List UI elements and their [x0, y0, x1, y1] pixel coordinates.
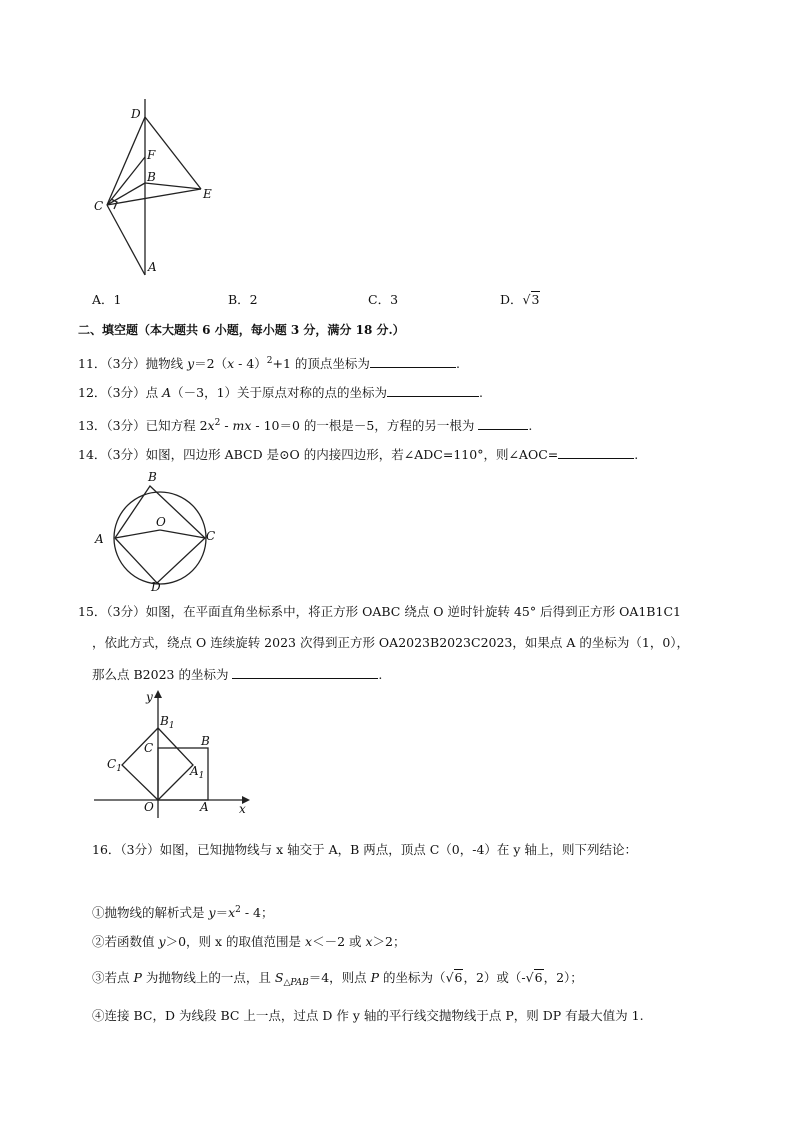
- q16-conclusion-3: [92, 970, 583, 991]
- c3-mid2: ＝4，则点: [308, 970, 371, 985]
- q13-exponent: 2: [214, 418, 221, 428]
- q15-end: .: [378, 667, 383, 682]
- question-15-line-3: [92, 666, 382, 683]
- c1-eq: ＝: [215, 905, 229, 920]
- q10-option-d: [500, 290, 540, 308]
- answer-blank-11[interactable]: [370, 355, 456, 368]
- q11-text-e: +1 的顶点坐标为: [272, 356, 370, 371]
- q12-end: .: [479, 385, 484, 400]
- point-label-c: C: [144, 741, 154, 755]
- answer-blank-13[interactable]: [478, 417, 528, 430]
- c3-root-2: 6: [534, 970, 543, 985]
- answer-blank-14[interactable]: [558, 446, 634, 459]
- q16-conclusion-1: [92, 902, 274, 921]
- q10-option-d-value: 3: [531, 292, 540, 307]
- point-label-b: B: [147, 170, 156, 184]
- axis-label-x: x: [239, 802, 246, 816]
- c3-post: ，2）；: [543, 970, 583, 985]
- c1-exponent: 2: [235, 905, 241, 915]
- q10-option-d-prefix: D．: [500, 292, 523, 307]
- q14-end: .: [634, 447, 639, 462]
- q11-text-b: ＝2（: [194, 356, 228, 371]
- question-15-line-2: ，依此方式，绕点 O 连续旋转 2023 次得到正方形 OA2023B2023C2023，如果点 A 的坐标为（1，0），: [92, 635, 690, 650]
- question-14: [78, 446, 638, 463]
- q15-figure: [92, 690, 262, 818]
- c3-root-1: 6: [454, 970, 463, 985]
- c3-mid4: ，2）或（-: [463, 970, 526, 985]
- c2-var-x2: x: [365, 934, 373, 949]
- sqrt-sign: √: [522, 292, 531, 307]
- c2-var-x1: x: [305, 934, 313, 949]
- q13-text: - 10＝0 的一根是－5，方程的另一根为: [251, 418, 479, 433]
- q10-option-c: C．3: [368, 292, 399, 307]
- q13-prefix: 13．（3分）已知方程 2: [78, 418, 208, 433]
- circled-number-4: ④: [92, 1008, 105, 1023]
- c4-text: 连接 BC，D 为线段 BC 上一点，过点 D 作 y 轴的平行线交抛物线于点 P，则 DP 有最大值为 1.: [104, 1008, 644, 1023]
- c1-post: - 4；: [240, 905, 274, 920]
- question-11: [78, 353, 460, 372]
- c1-var-y: y: [208, 905, 216, 920]
- q11-exponent: 2: [266, 356, 273, 366]
- q13-minus: -: [220, 418, 233, 433]
- point-label-a: A: [148, 260, 157, 274]
- c1-text: 抛物线的解析式是: [104, 905, 209, 920]
- circle-label-d: D: [151, 580, 161, 594]
- c2-var-y: y: [158, 934, 166, 949]
- point-label-a: A: [200, 800, 209, 814]
- point-label-e: E: [203, 187, 212, 201]
- section-title: 二、填空题（本大题共 6 小题，每小题 3 分，满分 18 分.）: [78, 323, 405, 337]
- q16-conclusion-2: [92, 934, 405, 950]
- sqrt-sign: √: [525, 970, 534, 985]
- question-13: [78, 415, 532, 434]
- question-15-line-1: 15．（3分）如图，在平面直角坐标系中，将正方形 OABC 绕点 O 逆时针旋转 45° 后得到正方形 OA1B1C1: [78, 604, 681, 619]
- origin-label-o: O: [144, 800, 154, 814]
- point-label-a1: [190, 764, 204, 781]
- circle-label-a: A: [95, 532, 104, 546]
- circle-label-b: B: [148, 470, 157, 484]
- q11-var-y: y: [187, 356, 195, 371]
- c2-text: 若函数值: [104, 934, 159, 949]
- q11-prefix: 11．（3分）抛物线: [78, 356, 188, 371]
- c1-var-x: x: [228, 905, 236, 920]
- axis-label-y: y: [146, 690, 153, 704]
- q12-text: （－3，1）关于原点对称的点的坐标为: [171, 385, 388, 400]
- circled-number-1: ①: [92, 905, 105, 920]
- q13-var-x: x: [207, 418, 215, 433]
- answer-blank-15[interactable]: [232, 666, 378, 679]
- sqrt-sign: √: [445, 970, 454, 985]
- point-label-f: F: [147, 148, 156, 162]
- q11-text-d: - 4）: [234, 356, 267, 371]
- question-16-intro: 16．（3分）如图，已知抛物线与 x 轴交于 A，B 两点，顶点 C（0，-4）在 y 轴上，则下列结论：: [92, 842, 637, 857]
- point-label-b: B: [201, 734, 210, 748]
- q12-var-a: A: [162, 385, 172, 400]
- question-12: [78, 384, 483, 401]
- a1-subscript: 1: [198, 771, 205, 781]
- c3-mid3: 的坐标为（: [379, 970, 446, 985]
- q15-coordinate-diagram: [92, 690, 262, 818]
- c3-var-s: S: [274, 970, 284, 985]
- c3-var-p2: P: [370, 970, 380, 985]
- q15-line3-text: 那么点 B2023 的坐标为: [92, 667, 233, 682]
- c3-subscript: △PAB: [283, 978, 309, 988]
- point-label-c: C: [94, 199, 104, 213]
- circled-number-2: ②: [92, 934, 105, 949]
- c3-text: 若点: [104, 970, 134, 985]
- circle-label-o: O: [156, 515, 166, 529]
- answer-blank-12[interactable]: [387, 384, 479, 397]
- q14-text: 14．（3分）如图，四边形 ABCD 是⊙O 的内接四边形，若∠ADC=110°，则∠AOC=: [78, 447, 559, 462]
- q12-prefix: 12．（3分）点: [78, 385, 163, 400]
- c2-mid: ＞0，则 x 的取值范围是: [165, 934, 305, 949]
- b1-subscript: 1: [168, 721, 175, 731]
- q13-end: .: [528, 418, 533, 433]
- point-label-d: D: [131, 107, 141, 121]
- a1-letter: A: [190, 764, 199, 778]
- q14-figure: [90, 468, 230, 598]
- circled-number-3: ③: [92, 970, 105, 985]
- q10-option-a: A．1: [92, 292, 122, 307]
- c1-subscript: 1: [116, 764, 122, 774]
- q10-figure: [85, 95, 225, 280]
- q11-end: .: [455, 356, 460, 371]
- point-label-b1: [160, 714, 175, 731]
- c1-letter: C: [107, 757, 117, 771]
- q13-var-mx: mx: [232, 418, 252, 433]
- c2-mid2: ＜－2 或: [312, 934, 366, 949]
- b1-letter: B: [160, 714, 169, 728]
- q10-option-b: B．2: [228, 292, 258, 307]
- c3-var-p: P: [133, 970, 142, 985]
- c3-mid: 为抛物线上的一点，且: [141, 970, 275, 985]
- c2-post: ＞2；: [372, 934, 406, 949]
- q16-conclusion-4: [92, 1008, 644, 1024]
- circle-label-c: C: [206, 529, 216, 543]
- point-label-c1: [107, 757, 122, 774]
- q11-var-x: x: [227, 356, 235, 371]
